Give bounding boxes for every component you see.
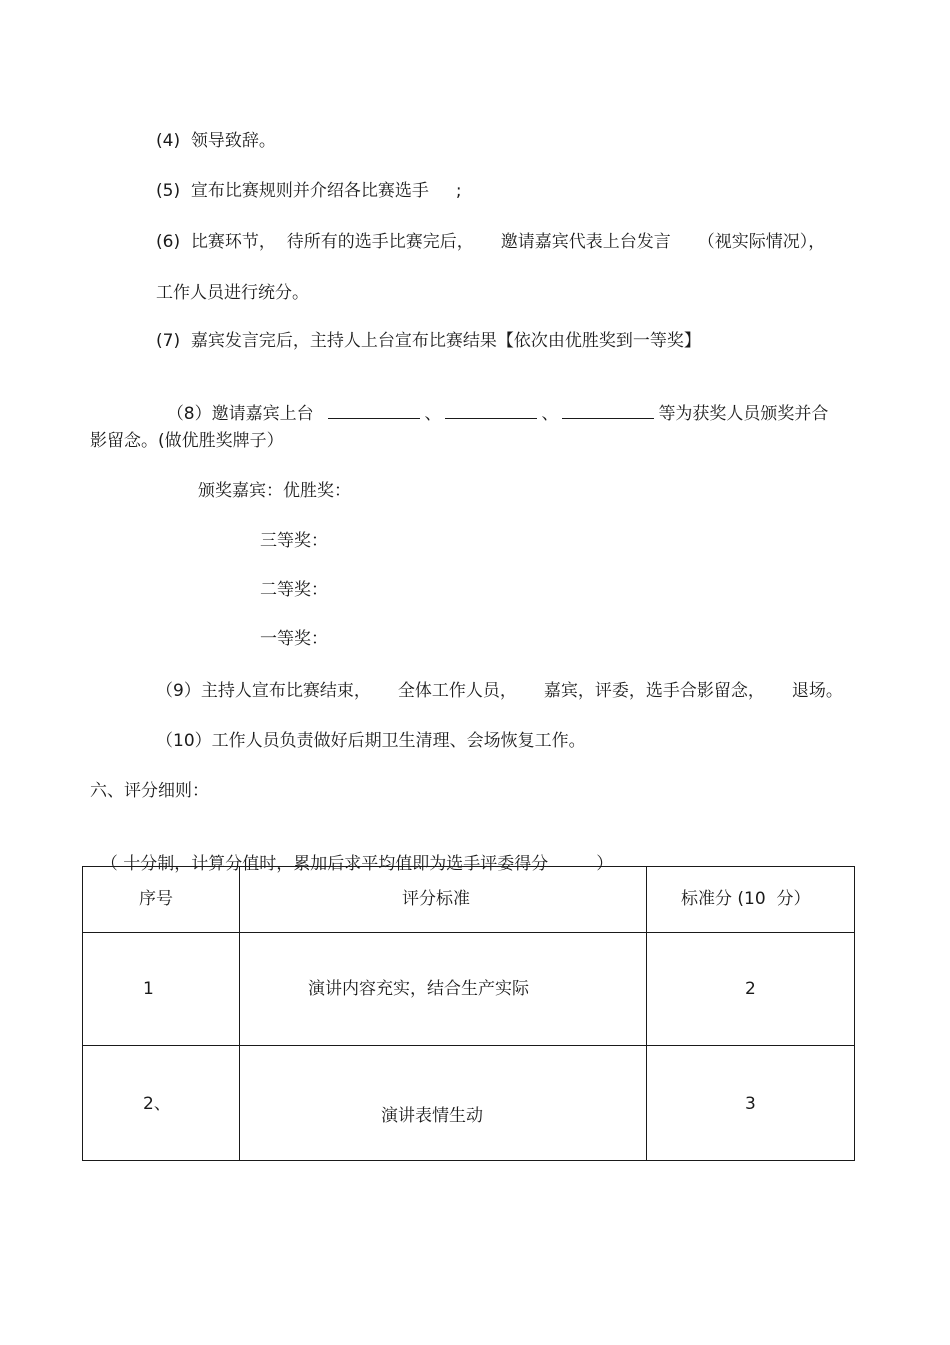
second-prize-label: 二等奖： <box>260 580 328 600</box>
first-prize-label: 一等奖： <box>260 629 328 649</box>
scoring-note-text: （ 十分制，计算分值时，累加后求平均值即为选手评委得分 <box>100 854 549 874</box>
item-8-suffix: 等为获奖人员颁奖并合 <box>658 404 829 424</box>
section-heading: 六、评分细则： <box>90 781 209 801</box>
item-6-line2: 工作人员进行统分。 <box>156 283 309 303</box>
item-9: （9）主持人宣布比赛结束， 全体工作人员， 嘉宾，评委，选手合影留念， 退场。 <box>156 681 843 701</box>
item-8-prefix: （8）邀请嘉宾上台 <box>166 404 325 424</box>
scoring-table <box>82 866 855 1161</box>
item-5: (5) 宣布比赛规则并介绍各比赛选手 ; <box>156 181 462 201</box>
separator: 、 <box>424 404 442 424</box>
item-8-line1 <box>156 378 828 426</box>
table-cell: 1 <box>83 933 240 1046</box>
table-cell: 2 <box>647 933 855 1046</box>
table-row <box>83 933 855 1046</box>
scoring-note-close: ） <box>596 854 614 874</box>
blank-field-1 <box>328 402 420 419</box>
table-cell: 3 <box>647 1046 855 1161</box>
table-header-row <box>83 867 855 933</box>
table-cell: 演讲表情生动 <box>240 1046 647 1161</box>
blank-field-3 <box>562 402 654 419</box>
item-7: (7) 嘉宾发言完后，主持人上台宣布比赛结果【依次由优胜奖到一等奖】 <box>156 331 701 351</box>
header-cell: 标准分 (10 分） <box>647 867 855 933</box>
table-cell: 演讲内容充实，结合生产实际 <box>240 933 647 1046</box>
separator: 、 <box>541 404 559 424</box>
item-6-line1: (6) 比赛环节， 待所有的选手比赛完后， 邀请嘉宾代表上台发言 （视实际情况）， <box>156 232 826 252</box>
header-cell: 序号 <box>83 867 240 933</box>
item-10: （10）工作人员负责做好后期卫生清理、会场恢复工作。 <box>156 731 586 751</box>
award-guests-label: 颁奖嘉宾：优胜奖： <box>198 481 351 501</box>
header-cell: 评分标准 <box>240 867 647 933</box>
table-row <box>83 1046 855 1161</box>
blank-field-2 <box>445 402 537 419</box>
item-8-line2: 影留念。(做优胜奖牌子） <box>90 431 284 451</box>
item-4: (4) 领导致辞。 <box>156 131 276 151</box>
table-cell: 2、 <box>83 1046 240 1161</box>
third-prize-label: 三等奖： <box>260 531 328 551</box>
